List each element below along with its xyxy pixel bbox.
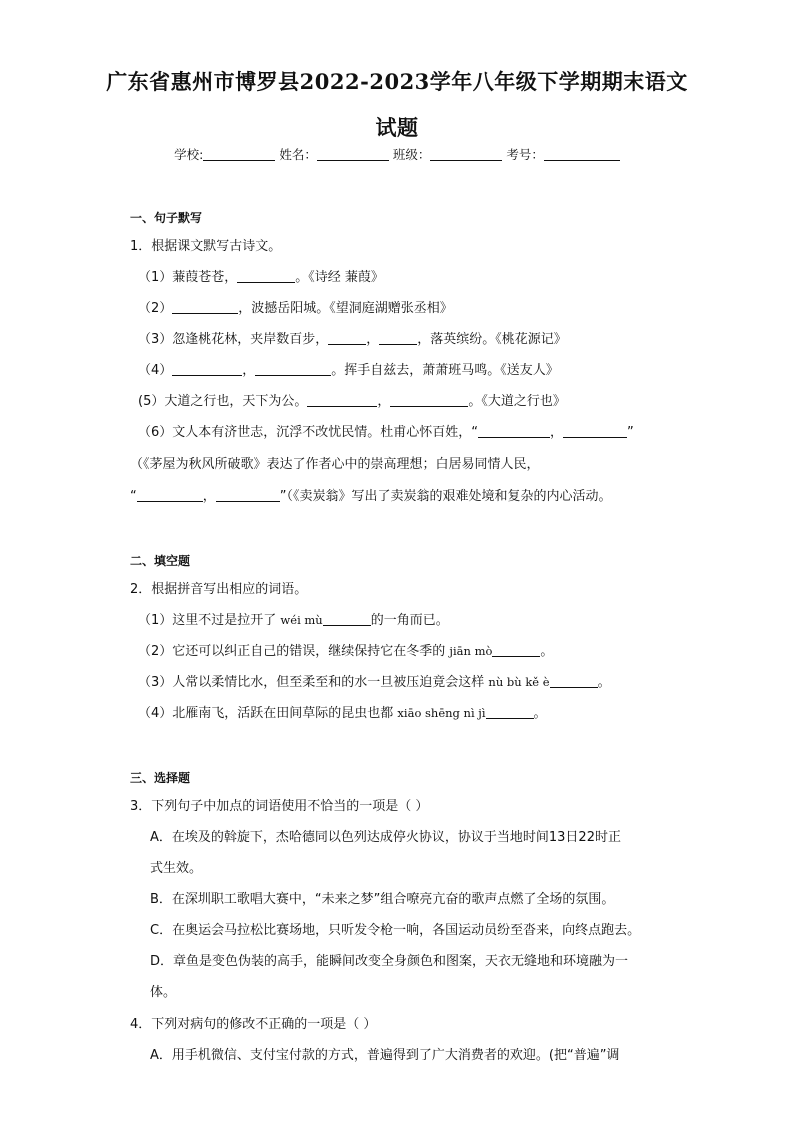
answer-blank[interactable] xyxy=(478,425,550,438)
q1-item-6-cont2: “ ， ”（《卖炭翁》写出了卖炭翁的艰难处境和复杂的内心活动。 xyxy=(130,489,612,504)
q3-option-b: B．在深圳职工歌唱大赛中，“未来之梦”组合嘹亮亢奋的歌声点燃了全场的氛围。 xyxy=(150,892,615,907)
q1-item-2: （2） ，波撼岳阳城。《望洞庭湖赠张丞相》 xyxy=(138,301,453,316)
exam-no-label: 考号： xyxy=(506,147,544,162)
q3-option-d: D．章鱼是变色伪装的高手，能瞬间改变全身颜色和图案，天衣无缝地和环境融为一 xyxy=(150,954,629,969)
answer-blank[interactable] xyxy=(307,394,377,407)
name-label: 姓名： xyxy=(279,147,317,162)
section-heading-choice: 三、选择题 xyxy=(130,771,191,785)
q1-item-3: （3）忽逢桃花林，夹岸数百步， ， ，落英缤纷。《桃花源记》 xyxy=(138,332,567,347)
answer-blank[interactable] xyxy=(486,706,534,719)
q1-item-5: (5）大道之行也，天下为公。 ， 。《大道之行也》 xyxy=(138,394,566,409)
answer-blank[interactable] xyxy=(328,332,366,345)
exam-no-blank[interactable] xyxy=(544,148,620,161)
student-info-row xyxy=(0,145,794,163)
school-blank[interactable] xyxy=(203,148,275,161)
q3-option-a: A．在埃及的斡旋下，杰哈德同以色列达成停火协议，协议于当地时间13日22时正 xyxy=(150,830,621,845)
answer-blank[interactable] xyxy=(492,644,540,657)
answer-blank[interactable] xyxy=(172,301,238,314)
q1-item-6: （6）文人本有济世志，沉浮不改忧民情。杜甫心怀百姓，“ ， ” xyxy=(138,425,634,440)
q2-item-1: （1）这里不过是拉开了 wéi mù 的一角而已。 xyxy=(138,613,449,628)
answer-blank[interactable] xyxy=(379,332,417,345)
exam-title-cont: 试题 xyxy=(375,115,419,140)
exam-title: 广东省惠州市博罗县2022-2023学年八年级下学期期末语文 xyxy=(106,69,688,94)
q1-item-1: （1）蒹葭苍苍， 。《诗经 蒹葭》 xyxy=(138,270,384,285)
question-3: 3．下列句子中加点的词语使用不恰当的一项是（ ） xyxy=(130,799,429,814)
q2-item-4: （4）北雁南飞，活跃在田间草际的昆虫也都 xiāo shēng nì jì 。 xyxy=(138,706,547,721)
answer-blank[interactable] xyxy=(216,489,280,502)
class-blank[interactable] xyxy=(430,148,502,161)
answer-blank[interactable] xyxy=(172,363,242,376)
question-1: 1．根据课文默写古诗文。 xyxy=(130,239,282,254)
q3-option-c: C．在奥运会马拉松比赛场地，只听发令枪一响，各国运动员纷至沓来，向终点跑去。 xyxy=(150,923,641,938)
answer-blank[interactable] xyxy=(563,425,627,438)
q2-item-2: （2）它还可以纠正自己的错误，继续保持它在冬季的 jiān mò 。 xyxy=(138,644,554,659)
answer-blank[interactable] xyxy=(390,394,468,407)
section-heading-fill: 二、填空题 xyxy=(130,554,191,568)
school-label: 学校: xyxy=(174,147,204,162)
q1-item-4: （4） ， 。挥手自兹去，萧萧班马鸣。《送友人》 xyxy=(138,363,559,378)
answer-blank[interactable] xyxy=(323,613,371,626)
question-2: 2．根据拼音写出相应的词语。 xyxy=(130,582,308,597)
q2-item-3: （3）人常以柔情比水，但至柔至和的水一旦被压迫竟会这样 nù bù kě è 。 xyxy=(138,675,611,690)
answer-blank[interactable] xyxy=(550,675,598,688)
section-heading-dictation: 一、句子默写 xyxy=(130,211,203,225)
question-4: 4．下列对病句的修改不正确的一项是（ ） xyxy=(130,1017,377,1032)
answer-blank[interactable] xyxy=(255,363,331,376)
q1-item-6-cont: （《茅屋为秋风所破歌》表达了作者心中的崇高理想；白居易同情人民， xyxy=(130,457,540,472)
answer-blank[interactable] xyxy=(137,489,203,502)
q3-option-d-cont: 体。 xyxy=(150,985,177,1000)
name-blank[interactable] xyxy=(317,148,389,161)
q3-option-a-cont: 式生效。 xyxy=(150,861,203,876)
answer-blank[interactable] xyxy=(237,270,295,283)
q4-option-a: A．用手机微信、支付宝付款的方式，普遍得到了广大消费者的欢迎。(把“普遍”调 xyxy=(150,1048,620,1063)
class-label: 班级： xyxy=(392,147,431,162)
